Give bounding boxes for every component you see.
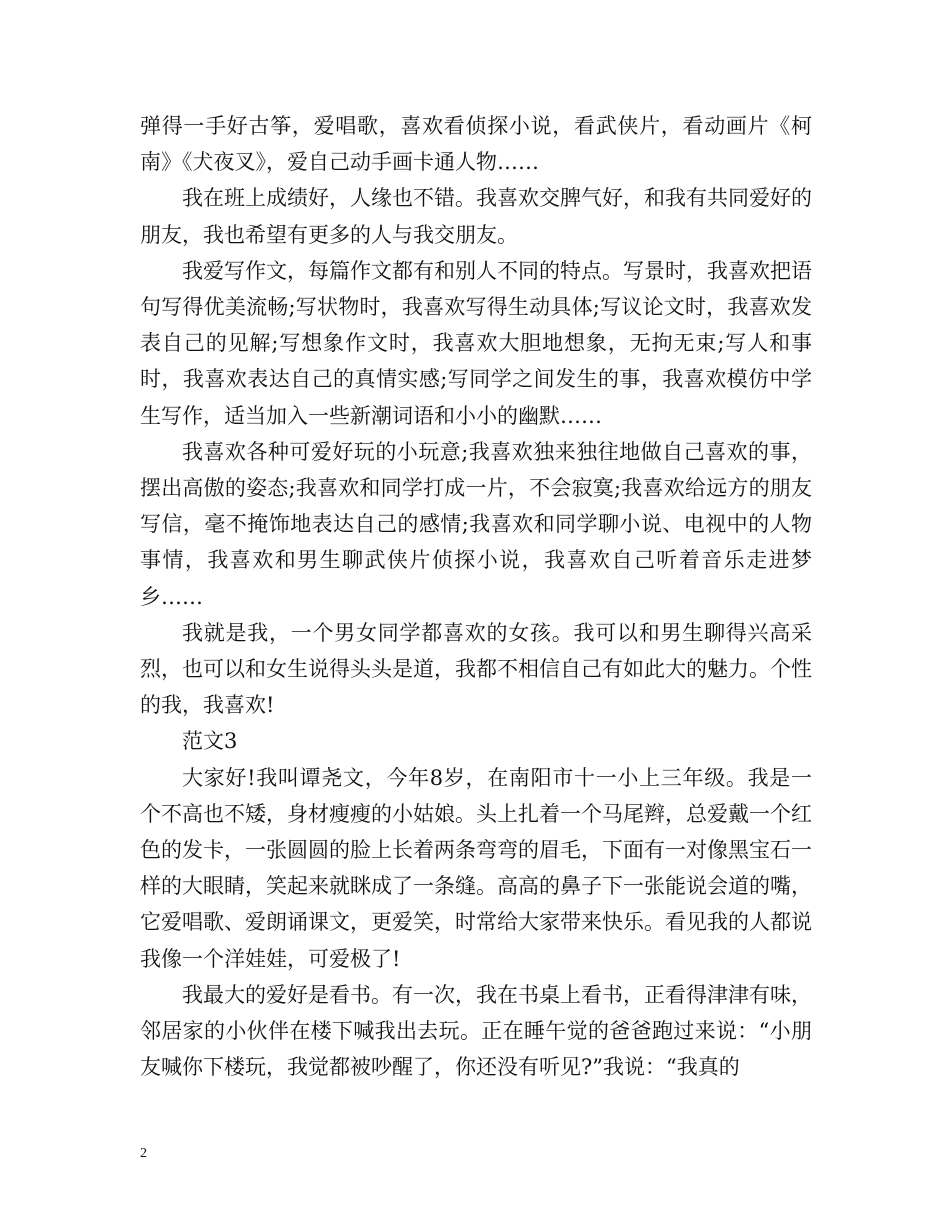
page-number: 2 [140,1146,147,1161]
paragraph-1: 弹得一手好古筝，爱唱歌，喜欢看侦探小说，看武侠片，看动画片《柯南》《犬夜叉》，爱自己动手画卡通人物…… [140,114,812,175]
paragraph-7: 我最大的爱好是看书。有一次，我在书桌上看书，正看得津津有味，邻居家的小伙伴在楼下喊我出去玩。正在睡午觉的爸爸跑过来说：“小朋友喊你下楼玩，我觉都被吵醒了，你还没有听见?”我说：“我真的 [140,982,812,1080]
paragraph-4: 我喜欢各种可爱好玩的小玩意;我喜欢独来独往地做自己喜欢的事，摆出高傲的姿态;我喜欢和同学打成一片，不会寂寞;我喜欢给远方的朋友写信，毫不掩饰地表达自己的感情;我喜欢和同学聊小说、电视中的人物事情，我喜欢和男生聊武侠片侦探小说，我喜欢自己听着音乐走进梦乡…… [140,439,812,609]
section-heading: 范文3 [182,729,238,754]
paragraph-3: 我爱写作文，每篇作文都有和别人不同的特点。写景时，我喜欢把语句写得优美流畅;写状物时，我喜欢写得生动具体;写议论文时，我喜欢发表自己的见解;写想象作文时，我喜欢大胆地想象，无拘无束;写人和事时，我喜欢表达自己的真情实感;写同学之间发生的事，我喜欢模仿中学生写作，适当加入一些新潮词语和小小的幽默…… [140,258,812,428]
document-body [140,108,812,1085]
paragraph-6: 大家好!我叫谭尧文，今年8岁，在南阳市十一小上三年级。我是一个不高也不矮，身材瘦瘦的小姑娘。头上扎着一个马尾辫，总爱戴一个红色的发卡，一张圆圆的脸上长着两条弯弯的眉毛，下面有一对像黑宝石一样的大眼睛，笑起来就眯成了一条缝。高高的鼻子下一张能说会道的嘴，它爱唱歌、爱朗诵课文，更爱笑，时常给大家带来快乐。看见我的人都说我像一个洋娃娃，可爱极了! [140,765,812,971]
paragraph-2: 我在班上成绩好，人缘也不错。我喜欢交脾气好，和我有共同爱好的朋友，我也希望有更多的人与我交朋友。 [140,186,812,247]
paragraph-5: 我就是我，一个男女同学都喜欢的女孩。我可以和男生聊得兴高采烈，也可以和女生说得头头是道，我都不相信自己有如此大的魅力。个性的我，我喜欢! [140,620,812,718]
